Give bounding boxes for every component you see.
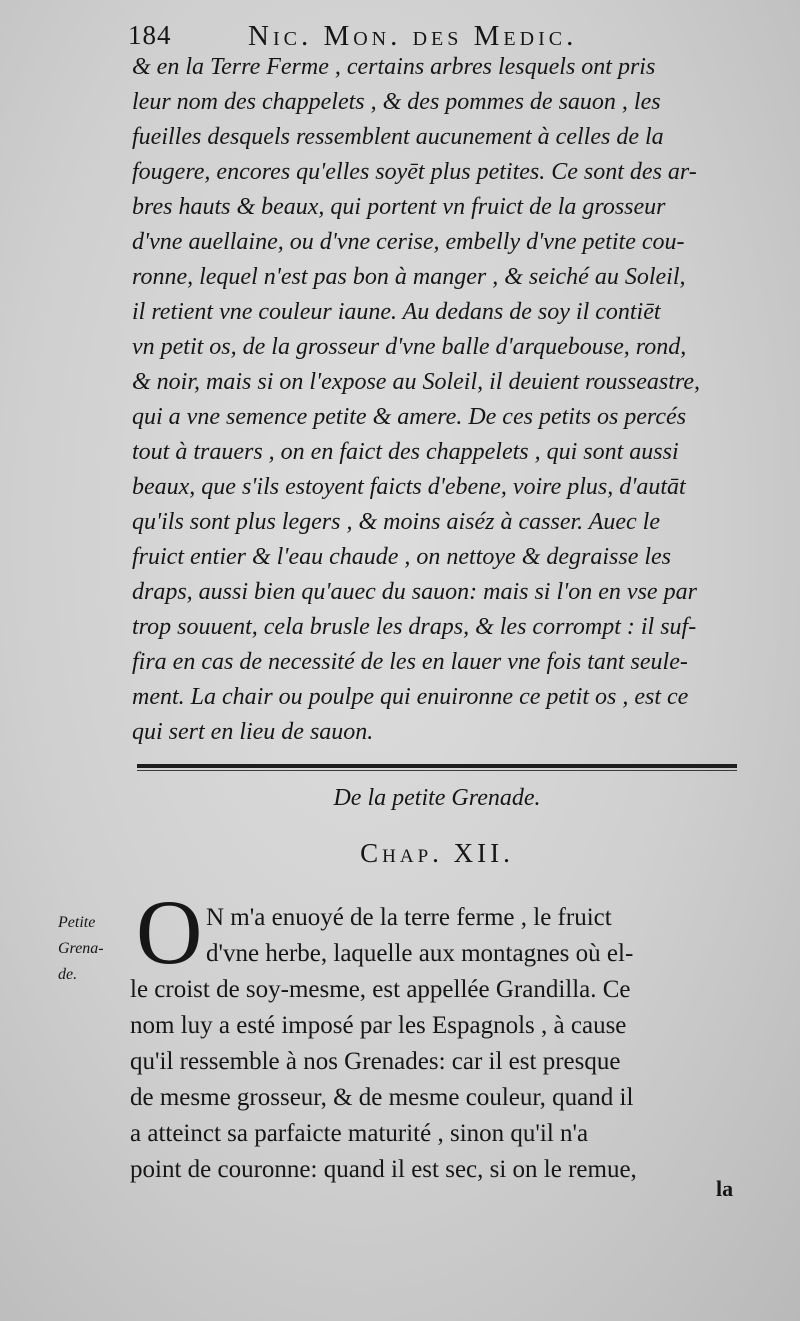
running-title: Nic. Mon. des Medic. bbox=[248, 20, 578, 52]
text-line: ment. La chair ou poulpe qui enuironne ce petit os , est ce bbox=[132, 684, 689, 710]
section-title: De la petite Grenade. bbox=[333, 785, 541, 811]
text-line: fougere, encores qu'elles soyēt plus petites. Ce sont des ar- bbox=[132, 159, 697, 185]
text-line: & en la Terre Ferme , certains arbres lesquels ont pris bbox=[132, 54, 656, 80]
chapter-heading: Chap. XII. bbox=[360, 838, 514, 868]
divider-thin-line bbox=[137, 770, 737, 771]
text-line: bres hauts & beaux, qui portent vn fruict de la grosseur bbox=[132, 194, 666, 220]
text-line: draps, aussi bien qu'auec du sauon: mais si l'on en vse par bbox=[132, 579, 697, 605]
text-line: trop souuent, cela brusle les draps, & les corrompt : il suf- bbox=[132, 614, 697, 640]
text-line: qu'il ressemble à nos Grenades: car il est presque bbox=[130, 1048, 621, 1075]
text-line: d'vne herbe, laquelle aux montagnes où el- bbox=[206, 940, 634, 967]
text-line: vn petit os, de la grosseur d'vne balle d'arquebouse, rond, bbox=[132, 334, 687, 360]
text-line: il retient vne couleur iaune. Au dedans de soy il contiēt bbox=[132, 299, 661, 325]
text-line: qui sert en lieu de sauon. bbox=[132, 719, 374, 745]
text-line: de mesme grosseur, & de mesme couleur, quand il bbox=[130, 1084, 634, 1111]
text-line: d'vne auellaine, ou d'vne cerise, embelly d'vne petite cou- bbox=[132, 229, 685, 255]
text-line: leur nom des chappelets , & des pommes de sauon , les bbox=[132, 89, 661, 115]
italic-paragraph bbox=[132, 50, 752, 750]
text-line: tout à trauers , on en faict des chappelets , qui sont aussi bbox=[132, 439, 679, 465]
text-line: fruict entier & l'eau chaude , on nettoye & degraisse les bbox=[132, 544, 672, 570]
section-divider bbox=[137, 764, 737, 772]
text-line: a atteinct sa parfaicte maturité , sinon qu'il n'a bbox=[130, 1120, 589, 1147]
marginal-note-line: Grena- bbox=[58, 940, 104, 957]
text-line: nom luy a esté imposé par les Espagnols , à cause bbox=[130, 1012, 627, 1039]
drop-cap: O bbox=[136, 881, 203, 983]
text-line: fueilles desquels ressemblent aucunement à celles de la bbox=[132, 124, 664, 150]
text-line: fira en cas de necessité de les en lauer vne fois tant seule- bbox=[132, 649, 688, 675]
text-line: qui a vne semence petite & amere. De ces petits os percés bbox=[132, 404, 687, 430]
text-line: point de couronne: quand il est sec, si on le remue, bbox=[130, 1156, 637, 1183]
marginal-note-line: Petite bbox=[58, 914, 96, 931]
text-line: ronne, lequel n'est pas bon à manger , & seiché au Soleil, bbox=[132, 264, 686, 290]
marginal-note-line: de. bbox=[58, 966, 78, 983]
marginal-note bbox=[58, 910, 128, 988]
roman-paragraph bbox=[130, 900, 752, 1188]
text-line: qu'ils sont plus legers , & moins aiséz à casser. Auec le bbox=[132, 509, 660, 535]
page-number: 184 bbox=[128, 20, 172, 50]
text-line: beaux, que s'ils estoyent faicts d'ebene, voire plus, d'autāt bbox=[132, 474, 686, 500]
text-line: le croist de soy-mesme, est appellée Grandilla. Ce bbox=[130, 976, 631, 1003]
divider-thick-line bbox=[137, 764, 737, 768]
catchword: la bbox=[716, 1176, 734, 1201]
text-line: & noir, mais si on l'expose au Soleil, il deuient rousseastre, bbox=[132, 369, 700, 395]
text-line: N m'a enuoyé de la terre ferme , le fruict bbox=[206, 904, 612, 931]
